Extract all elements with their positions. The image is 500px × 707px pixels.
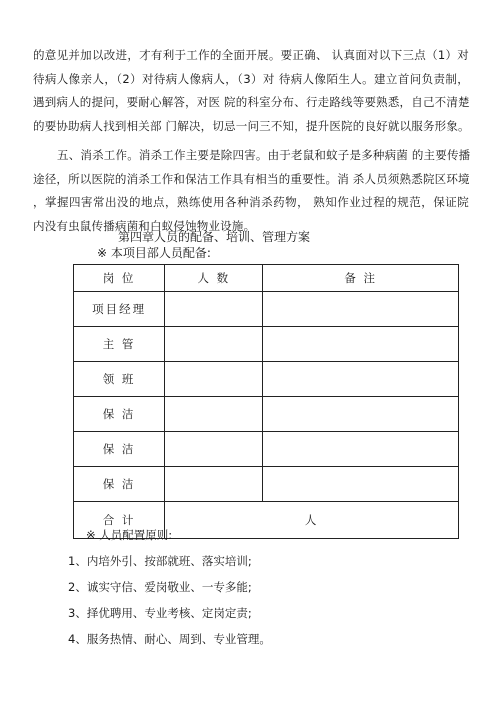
position-cell: 保 洁 — [74, 397, 165, 432]
remarks-cell — [263, 292, 459, 327]
paragraph-line: 待病人像亲人，（2）对待病人像病人，（3）对 待病人像陌生人。建立首问负责制， — [33, 71, 469, 86]
list-item: 2、诚实守信、爱岗敬业、一专多能; — [68, 580, 252, 594]
remarks-cell — [263, 362, 459, 397]
total-value-cell: 人 — [165, 502, 459, 539]
staffing-table — [73, 264, 459, 539]
headcount-cell — [165, 467, 263, 502]
headcount-cell — [165, 362, 263, 397]
position-cell: 保 洁 — [74, 467, 165, 502]
service-attitude-paragraph — [33, 44, 469, 138]
total-label-cell: 合 计 — [74, 502, 165, 539]
pest-control-paragraph — [33, 144, 469, 238]
table-header-row — [74, 265, 459, 292]
paragraph-line: ，掌握四害常出没的地点，熟练使用各种消杀药物， 熟知作业过程的规范，保证院 — [33, 195, 469, 209]
list-item: 4、服务热情、耐心、周到、专业管理。 — [68, 632, 271, 646]
header-headcount: 人 数 — [165, 265, 263, 292]
paragraph-line: 途径，所以医院的消杀工作和保洁工作具有相当的重要性。消 杀人员须熟悉院区环境 — [33, 171, 470, 186]
list-item: 1、内培外引、按部就班、落实培训; — [68, 554, 252, 568]
headcount-cell — [165, 397, 263, 432]
principles-title: ※ 人员配置原则: — [86, 528, 173, 542]
table-row — [74, 327, 459, 362]
staffing-note: ※ 本项目部人员配备: — [97, 246, 211, 260]
table-row — [74, 397, 459, 432]
position-cell: 保 洁 — [74, 432, 165, 467]
header-position: 岗 位 — [74, 265, 165, 292]
principles-list — [68, 548, 271, 652]
table-row — [74, 362, 459, 397]
position-cell: 项目经理 — [74, 292, 165, 327]
paragraph-line: 五、消杀工作。消杀工作主要是除四害。由于老鼠和蚊子是多种病菌 的主要传播 — [57, 148, 471, 162]
headcount-cell — [165, 432, 263, 467]
headcount-cell — [165, 327, 263, 362]
remarks-cell — [263, 432, 459, 467]
remarks-cell — [263, 327, 459, 362]
list-item: 3、择优聘用、专业考核、定岗定责; — [68, 606, 252, 620]
position-cell: 主 管 — [74, 327, 165, 362]
header-remarks: 备 注 — [263, 265, 459, 292]
table-row — [74, 467, 459, 502]
paragraph-line: 内没有虫鼠传播病菌和白蚁侵蚀物业设施。 — [33, 218, 256, 233]
chapter-title: 第四章人员的配备、培训、管理方案 — [118, 230, 311, 244]
position-cell: 领 班 — [74, 362, 165, 397]
paragraph-line: 的要协助病人找到相关部 门解决，切忌一问三不知，提升医院的良好就以服务形象。 — [33, 118, 470, 133]
paragraph-line: 的意见并加以改进，才有利于工作的全面开展。要正确、 认真面对以下三点（1）对 — [33, 48, 469, 62]
paragraph-line: 遇到病人的提问，要耐心解答，对医 院的科室分布、行走路线等要熟悉，自己不清楚 — [33, 95, 470, 109]
headcount-cell — [165, 292, 263, 327]
table-row — [74, 292, 459, 327]
table-row — [74, 432, 459, 467]
remarks-cell — [263, 467, 459, 502]
remarks-cell — [263, 397, 459, 432]
